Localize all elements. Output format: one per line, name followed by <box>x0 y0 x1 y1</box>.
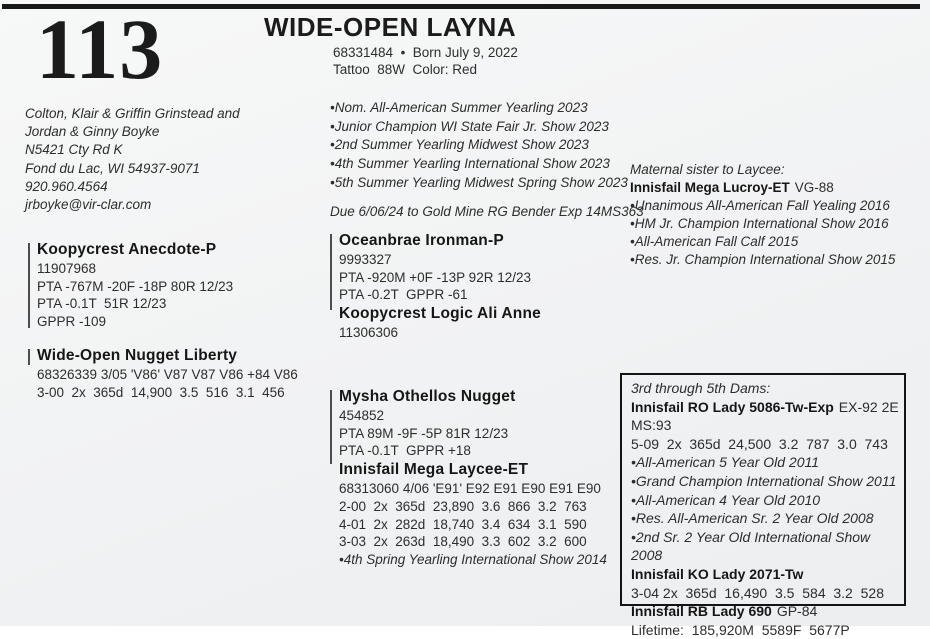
sire-name: Koopycrest Anecdote-P <box>37 241 217 258</box>
third-dam-award: •Res. All-American Sr. 2 Year Old 2008 <box>631 510 874 527</box>
fifth-dam-score: GP-84 <box>776 603 818 620</box>
show-award-item: •2nd Summer Yearling Midwest Show 2023 <box>330 137 589 153</box>
fifth-dam-lifetime-line: Lifetime: 185,920M 5589F 5677P <box>631 621 850 638</box>
fourth-dam-record-line: 3-04 2x 365d 16,490 3.5 584 3.2 528 <box>631 584 884 601</box>
owner-line: Colton, Klair & Griffin Grinstead and <box>25 106 240 121</box>
sire-pta-line: PTA -0.1T 51R 12/23 <box>37 296 167 312</box>
pedigree-paternal-grandparents-block <box>330 231 541 342</box>
pedigree-bracket-line <box>330 234 332 310</box>
dam-name: Wide-Open Nugget Liberty <box>37 347 238 364</box>
show-award-item: •Junior Champion WI State Fair Jr. Show 2023 <box>330 118 609 134</box>
animal-name-title: WIDE-OPEN LAYNA <box>264 12 517 42</box>
show-award-item: •4th Summer Yearling International Show 2023 <box>330 156 610 172</box>
maternal-grandsire-pta-line: PTA 89M -9F -5P 81R 12/23 <box>339 425 509 441</box>
sire-gppr-line: GPPR -109 <box>37 314 107 330</box>
maternal-granddam-reg-scores-line: 68313060 4/06 'E91' E92 E91 E90 E91 E90 <box>339 481 601 497</box>
pedigree-bracket-line <box>330 390 332 464</box>
maternal-sister-heading: Maternal sister to Laycee: <box>630 162 785 177</box>
owner-phone: 920.960.4564 <box>25 178 108 194</box>
maternal-sister-score: VG-88 <box>794 180 834 195</box>
pedigree-sire-block <box>28 240 233 331</box>
lot-number: 113 <box>36 1 164 97</box>
owner-email: jrboyke@vir-clar.com <box>25 197 152 213</box>
paternal-grandsire-pta-line: PTA -0.2T GPPR -61 <box>339 287 468 303</box>
dams-box-heading: 3rd through 5th Dams: <box>631 380 771 396</box>
pedigree-dam-block <box>28 346 298 401</box>
fifth-dam-name: Innisfail RB Lady 690 <box>631 603 772 620</box>
show-award-item: •5th Summer Yearling Midwest Spring Show 2023 <box>330 174 628 190</box>
fourth-dam-name: Innisfail KO Lady 2071-Tw <box>631 565 804 582</box>
dam-record-line: 3-00 2x 365d 14,900 3.5 516 3.1 456 <box>37 384 285 400</box>
owner-address-line: Fond du Lac, WI 54937-9071 <box>25 160 200 176</box>
maternal-sister-award: •HM Jr. Champion International Show 2016 <box>630 216 889 231</box>
third-dam-score: EX-92 2E MS:93 <box>631 398 899 434</box>
pedigree-bracket-line <box>28 349 30 365</box>
maternal-sister-block <box>630 161 895 269</box>
maternal-granddam-award: •4th Spring Yearling International Show 2014 <box>339 551 607 567</box>
further-dams-box <box>620 373 906 638</box>
third-dam-award: •All-American 4 Year Old 2010 <box>631 491 821 508</box>
maternal-granddam-name: Innisfail Mega Laycee-ET <box>339 461 529 479</box>
maternal-sister-name: Innisfail Mega Lucroy-ET <box>630 180 790 195</box>
registration-line: 68331484 • Born July 9, 2022 <box>333 45 518 60</box>
third-dam-record-line: 5-09 2x 365d 24,500 3.2 787 3.0 743 <box>631 435 888 452</box>
maternal-grandsire-pta-line: PTA -0.1T GPPR +18 <box>339 443 471 459</box>
tattoo-color-line: Tattoo 88W Color: Red <box>333 62 478 77</box>
owner-address-line: N5421 Cty Rd K <box>25 142 123 158</box>
maternal-sister-award: •Unanimous All-American Fall Yealing 2016 <box>630 198 890 213</box>
maternal-granddam-record-line: 3-03 2x 263d 18,490 3.3 602 3.2 600 <box>339 534 587 550</box>
pedigree-bracket-line <box>28 243 30 328</box>
sire-reg-number: 11907968 <box>37 261 97 276</box>
third-dam-award: •2nd Sr. 2 Year Old International Show 2008 <box>631 528 871 564</box>
show-award-item: •Nom. All-American Summer Yearling 2023 <box>330 100 588 115</box>
show-awards-list <box>330 99 628 193</box>
pedigree-maternal-grandparents-block <box>330 387 607 569</box>
maternal-grandsire-reg-number: 454852 <box>339 408 385 423</box>
maternal-sister-award: •All-American Fall Calf 2015 <box>630 234 799 249</box>
paternal-grandsire-reg-number: 9993327 <box>339 252 392 267</box>
owner-contact-block <box>25 105 240 214</box>
maternal-granddam-record-line: 4-01 2x 282d 18,740 3.4 634 3.1 590 <box>339 516 587 532</box>
paternal-granddam-name: Koopycrest Logic Ali Anne <box>339 305 541 323</box>
paternal-grandsire-pta-line: PTA -920M +0F -13P 92R 12/23 <box>339 269 531 285</box>
third-dam-name: Innisfail RO Lady 5086-Tw-Exp <box>631 398 834 415</box>
sire-pta-line: PTA -767M -20F -18P 80R 12/23 <box>37 278 234 294</box>
owner-line: Jordan & Ginny Boyke <box>25 124 160 140</box>
maternal-sister-award: •Res. Jr. Champion International Show 2015 <box>630 252 896 267</box>
third-dam-award: •All-American 5 Year Old 2011 <box>631 454 820 471</box>
paternal-granddam-reg-number: 11306306 <box>339 325 399 341</box>
maternal-grandsire-name: Mysha Othellos Nugget <box>339 388 516 405</box>
paternal-grandsire-name: Oceanbrae Ironman-P <box>339 232 504 249</box>
third-dam-name-line <box>631 398 904 435</box>
fifth-dam-name-line <box>631 602 904 621</box>
maternal-sister-name-line <box>630 179 895 197</box>
third-dam-award: •Grand Champion International Show 2011 <box>631 472 897 489</box>
dam-reg-scores-line: 68326339 3/05 'V86' V87 V87 V86 +84 V86 <box>37 367 298 382</box>
maternal-granddam-record-line: 2-00 2x 365d 23,890 3.6 866 3.2 763 <box>339 498 587 514</box>
breeding-due-line: Due 6/06/24 to Gold Mine RG Bender Exp 14MS363 <box>330 204 644 219</box>
